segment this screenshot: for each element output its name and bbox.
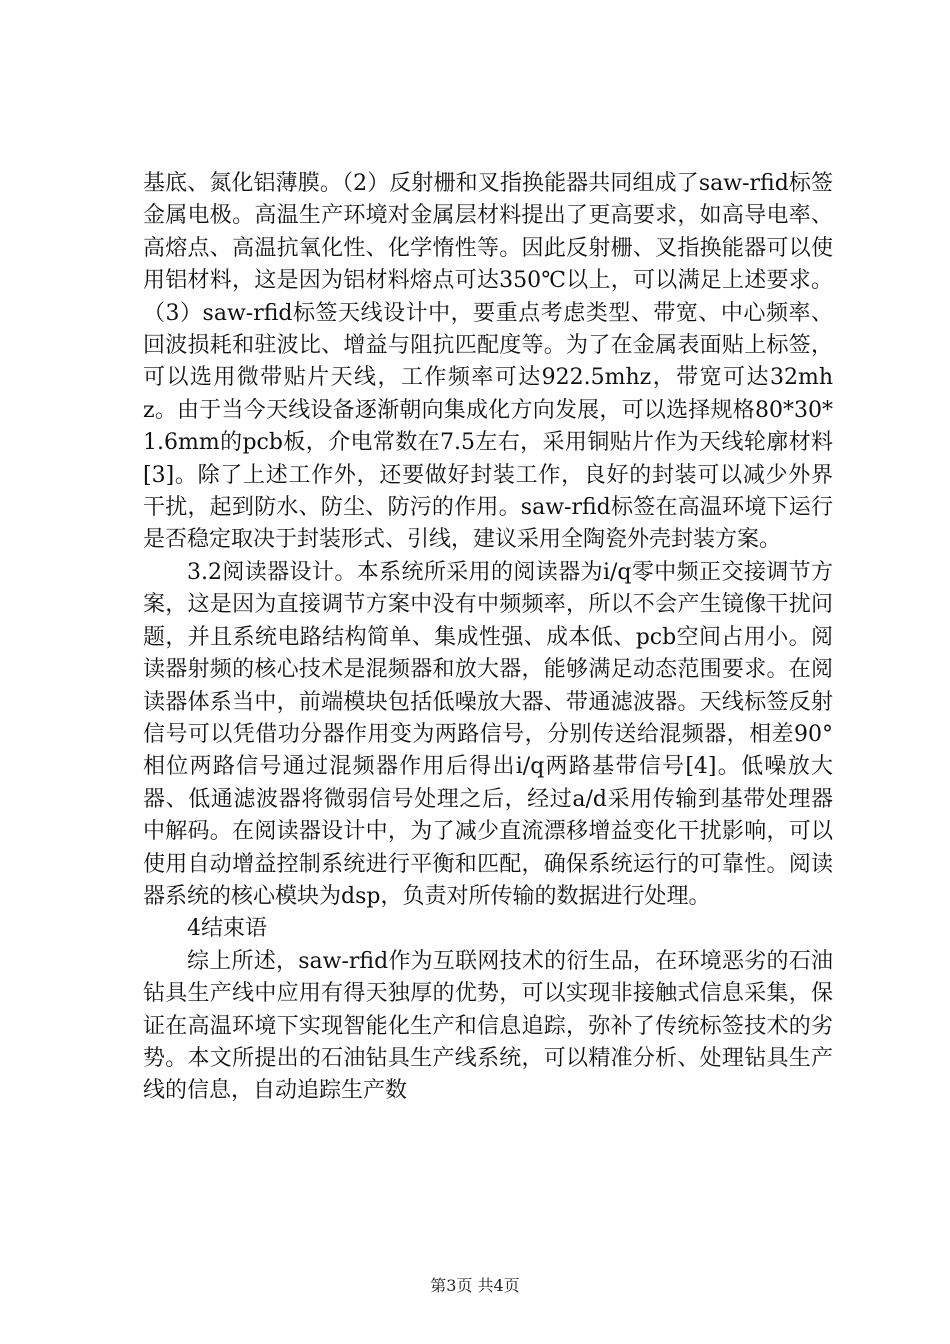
paragraph-conclusion: 综上所述，saw-rfid作为互联网技术的衍生品，在环境恶劣的石油钻具生产线中应用有得天独厚的优势，可以实现非接触式信息采集，保证在高温环境下实现智能化生产和信息追踪，弥补了传统标签技术的劣势。本文所提出的石油钻具生产线系统，可以精准分析、处理钻具生产线的信息，自动追踪生产数 xyxy=(143,948,833,1104)
section-heading-conclusion: 4结束语 xyxy=(187,916,267,942)
paragraph-reader-design: 3.2阅读器设计。本系统所采用的阅读器为i/q零中频正交接调节方案，这是因为直接调节方案中没有中频频率，所以不会产生镜像干扰问题，并且系统电路结构简单、集成性强、成本低、pcb空间占用小。阅读器射频的核心技术是混频器和放大器，能够满足动态范围要求。在阅读器体系当中，前端模块包括低噪放大器、带通滤波器。天线标签反射信号可以凭借功分器作用变为两路信号，分别传送给混频器，相差90°相位两路信号通过混频器作用后得出i/q两路基带信号[4]。低噪放大器、低通滤波器将微弱信号处理之后，经过a/d采用传输到基带处理器中解码。在阅读器设计中，为了减少直流漂移增益变化干扰影响，可以使用自动增益控制系统进行平衡和匹配，确保系统运行的可靠性。阅读器系统的核心模块为dsp，负责对所传输的数据进行处理。 xyxy=(143,559,833,909)
document-body xyxy=(143,168,833,1108)
paragraph-materials: 基底、氮化铝薄膜。（2）反射栅和叉指换能器共同组成了saw-rfid标签金属电极。高温生产环境对金属层材料提出了更高要求，如高导电率、高熔点、高温抗氧化性、化学惰性等。因此反射栅、叉指换能器可以使用铝材料，这是因为铝材料熔点可达350℃以上，可以满足上述要求。（3）saw-rfid标签天线设计中，要重点考虑类型、带宽、中心频率、回波损耗和驻波比、增益与阻抗匹配度等。为了在金属表面贴上标签，可以选用微带贴片天线，工作频率可达922.5mhz，带宽可达32mhz。由于当今天线设备逐渐朝向集成化方向发展，可以选择规格80*30*1.6mm的pcb板，介电常数在7.5左右，采用铜贴片作为天线轮廓材料[3]。除了上述工作外，还要做好封装工作，良好的封装可以减少外界干扰，起到防水、防尘、防污的作用。saw-rfid标签在高温环境下运行是否稳定取决于封装形式、引线，建议采用全陶瓷外壳封装方案。 xyxy=(143,171,833,553)
page-footer: 第3页 共4页 xyxy=(430,1276,520,1295)
